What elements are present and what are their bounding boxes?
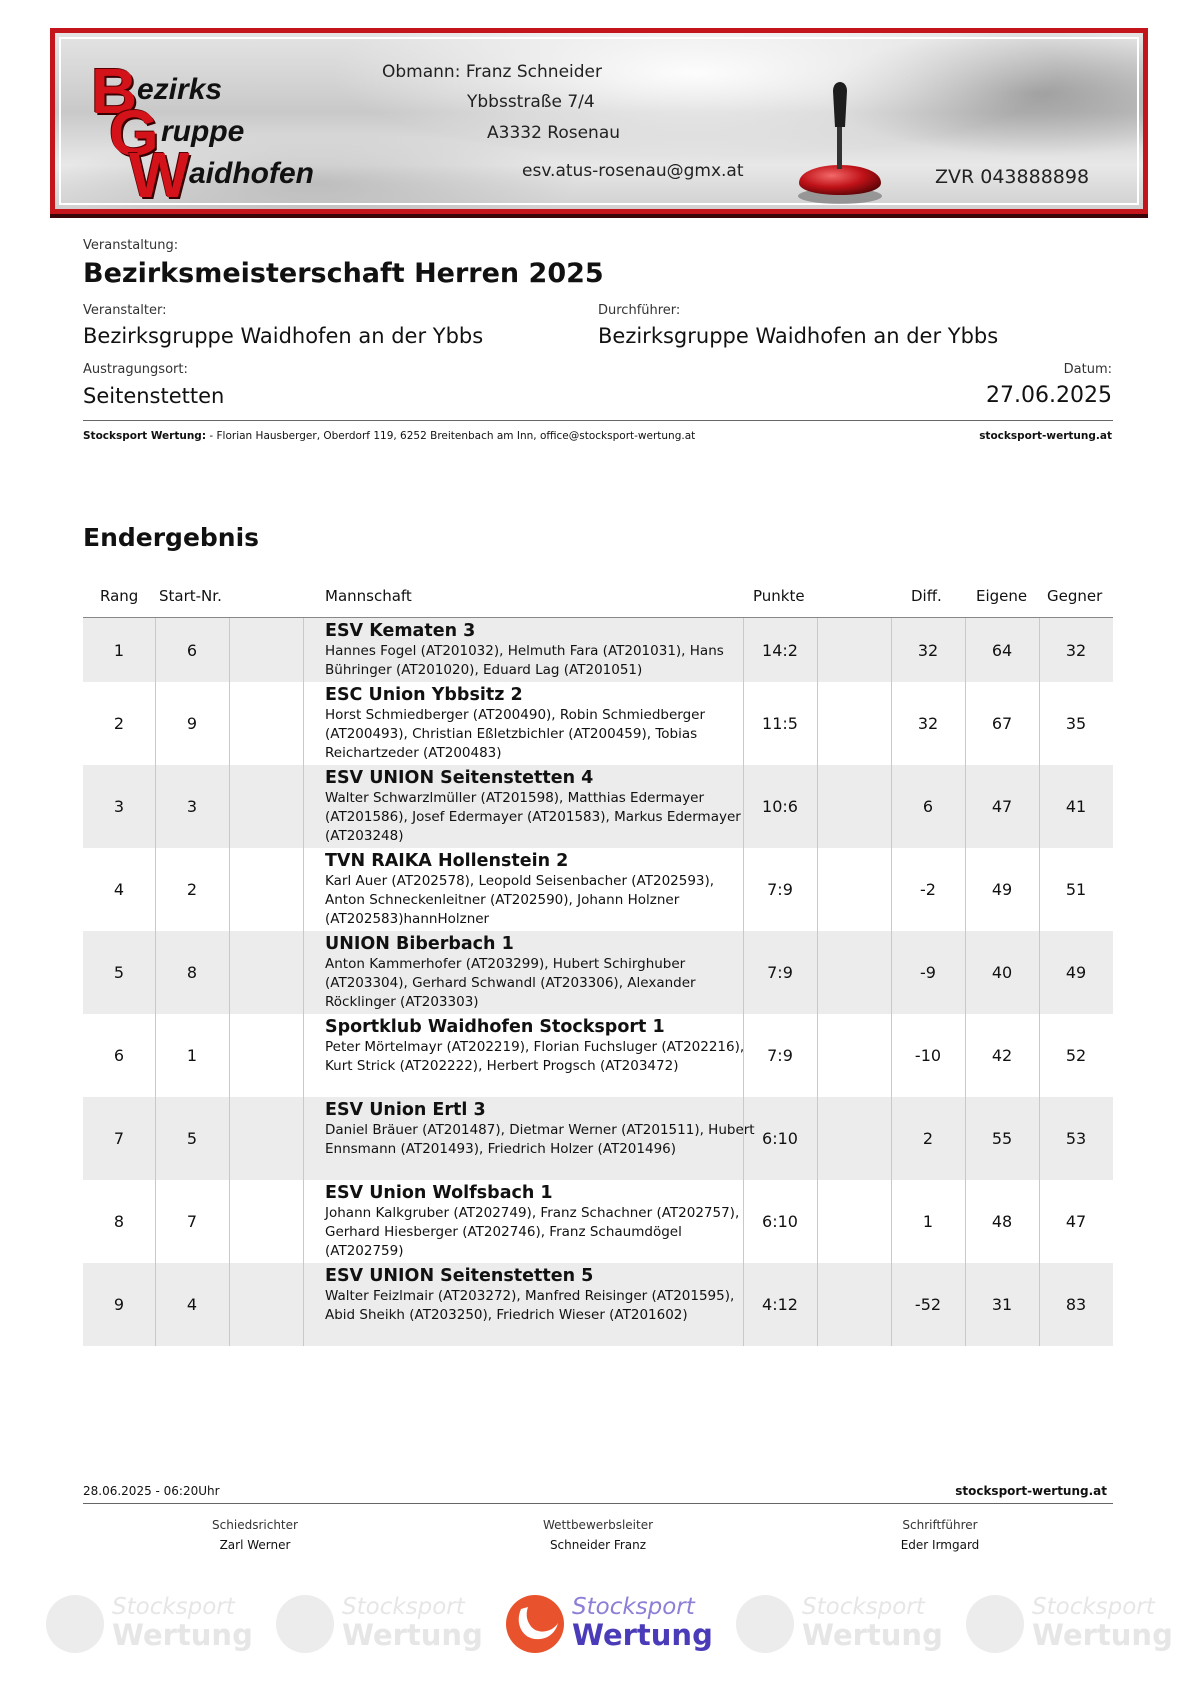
cell-rang: 6 [113,1046,125,1065]
team-cell [325,684,755,763]
cell-diff: -9 [920,963,936,982]
datum-label: Datum: [1063,362,1112,377]
logo-letter-g: G [109,97,159,169]
cell-gegner: 49 [1065,963,1087,982]
column-divider [817,1014,818,1097]
provider-label: Stocksport Wertung: [83,430,207,442]
cell-punkte: 6:10 [762,1129,798,1148]
team-members: Johann Kalkgruber (AT202749), Franz Schachner (AT202757), Gerhard Hiesberger (AT202746), Franz Schaumdögel (AT202759) [325,1205,740,1259]
table-row [83,931,1113,1014]
logo-word-gruppe: ruppe [161,115,245,148]
table-row [83,1014,1113,1097]
footer-divider [83,1503,1113,1504]
cell-start: 9 [186,714,198,733]
curling-stone-image [795,71,885,211]
cell-eigene: 47 [991,797,1013,816]
watermark-logo [46,1592,253,1654]
bgw-logo [89,55,349,211]
column-divider [303,931,304,1014]
cell-punkte: 4:12 [762,1295,798,1314]
cell-punkte: 7:9 [767,1046,793,1065]
cell-gegner: 32 [1065,640,1087,660]
cell-eigene: 64 [991,640,1013,660]
team-name: UNION Biberbach 1 [325,934,514,954]
column-divider [303,1097,304,1180]
cell-eigene: 48 [991,1212,1013,1231]
logo-word-bezirks: ezirks [137,73,223,106]
col-header-eigene: Eigene [976,587,1028,605]
column-divider [303,1180,304,1263]
column-divider [229,1263,230,1346]
cell-diff: -10 [914,1046,942,1065]
cell-eigene: 67 [991,714,1013,733]
column-divider [303,1014,304,1097]
banner-city: A3332 Rosenau [487,123,621,143]
column-divider [817,765,818,848]
watermark-line2: Wertung [802,1618,943,1652]
column-divider [817,931,818,1014]
cell-diff: 2 [922,1129,934,1148]
logo-line2: Wertung [572,1618,713,1652]
cell-punkte: 7:9 [767,880,793,899]
cell-diff: 32 [917,714,939,733]
column-divider [817,848,818,931]
team-name: Sportklub Waidhofen Stocksport 1 [325,1017,665,1037]
provider-info [83,430,695,442]
watermark-swoosh-icon [736,1595,794,1653]
cell-gegner: 35 [1065,714,1087,733]
cell-diff: -52 [914,1295,942,1314]
column-divider [229,1097,230,1180]
team-cell [325,1265,755,1325]
column-divider [303,848,304,931]
cell-rang: 7 [113,1129,125,1148]
table-row [83,682,1113,765]
column-divider [817,618,818,682]
banner-street: Ybbsstraße 7/4 [467,92,595,112]
cell-start: 8 [186,963,198,982]
cell-gegner: 41 [1065,797,1087,816]
team-members: Horst Schmiedberger (AT200490), Robin Schmiedberger (AT200493), Christian Eßletzbichler (AT200459), Tobias Reichartzeder (AT200483) [325,707,706,761]
cell-rang: 1 [113,640,125,660]
cell-rang: 8 [113,1212,125,1231]
print-timestamp: 28.06.2025 - 06:20Uhr [83,1484,220,1498]
results-table [83,617,1113,1346]
schriftfuehrer-label: Schriftführer [902,1518,978,1532]
col-header-diff: Diff. [911,587,942,605]
banner-email: esv.atus-rosenau@gmx.at [522,161,744,181]
header-divider [83,420,1113,421]
stocksport-wertung-logo [506,1592,713,1654]
team-members: Daniel Bräuer (AT201487), Dietmar Werner (AT201511), Hubert Ennsmann (AT201493), Friedrich Holzer (AT201496) [325,1122,755,1157]
watermark-line1: Stocksport [1032,1594,1155,1620]
watermark-swoosh-icon [966,1595,1024,1653]
team-members: Anton Kammerhofer (AT203299), Hubert Schirghuber (AT203304), Gerhard Schwandl (AT203306), Alexander Röcklinger (AT203303) [325,956,696,1010]
datum-value: 27.06.2025 [986,383,1112,408]
schiedsrichter-label: Schiedsrichter [212,1518,298,1532]
column-divider [817,1180,818,1263]
banner-obmann: Obmann: Franz Schneider [382,62,602,82]
column-divider [817,682,818,765]
column-divider [229,682,230,765]
veranstalter-value: Bezirksgruppe Waidhofen an der Ybbs [83,324,484,348]
watermark-line1: Stocksport [802,1594,925,1620]
cell-punkte: 10:6 [762,797,798,816]
logo-word-waidhofen: aidhofen [189,157,314,190]
cell-rang: 9 [113,1295,125,1314]
cell-gegner: 47 [1065,1212,1087,1231]
footer-site: stocksport-wertung.at [955,1484,1107,1498]
provider-site: stocksport-wertung.at [979,430,1112,442]
cell-diff: -2 [920,880,936,899]
section-title: Endergebnis [83,523,260,552]
column-divider [817,1263,818,1346]
cell-gegner: 51 [1065,880,1087,899]
team-cell [325,620,755,680]
column-divider [229,618,230,682]
cell-gegner: 83 [1065,1295,1087,1314]
team-members: Walter Schwarzlmüller (AT201598), Matthias Edermayer (AT201586), Josef Edermayer (AT201583), Markus Edermayer (AT203248) [325,790,741,844]
team-name: TVN RAIKA Hollenstein 2 [325,851,569,871]
col-header-team: Mannschaft [325,587,412,605]
banner-underline [50,214,1148,218]
team-name: ESV Union Wolfsbach 1 [325,1183,553,1203]
cell-eigene: 42 [991,1046,1013,1065]
team-cell [325,1099,755,1159]
column-divider [229,765,230,848]
col-header-rang: Rang [100,587,139,605]
logo-letter-b: B [91,55,138,127]
cell-rang: 2 [113,714,125,733]
col-header-start: Start-Nr. [159,587,222,605]
banner-zvr: ZVR 043888898 [935,166,1090,188]
cell-eigene: 31 [991,1295,1013,1314]
table-row [83,1180,1113,1263]
cell-diff: 1 [922,1212,934,1231]
provider-text: - Florian Hausberger, Oberdorf 119, 6252 Breitenbach am Inn, office@stocksport-wertung.at [209,430,696,442]
team-members: Walter Feizlmair (AT203272), Manfred Reisinger (AT201595), Abid Sheikh (AT203250), Friedrich Wieser (AT201602) [325,1288,735,1323]
veranstalter-label: Veranstalter: [83,303,167,318]
stocksport-swoosh-icon [506,1595,564,1653]
table-row [83,618,1113,682]
cell-start: 6 [186,640,198,660]
watermark-swoosh-icon [276,1595,334,1653]
table-row [83,848,1113,931]
team-name: ESV Kematen 3 [325,621,476,641]
column-divider [229,931,230,1014]
schiedsrichter-name: Zarl Werner [219,1538,291,1552]
watermark-line1: Stocksport [342,1594,465,1620]
team-name: ESC Union Ybbsitz 2 [325,685,523,705]
column-divider [817,1097,818,1180]
cell-eigene: 55 [991,1129,1013,1148]
cell-eigene: 49 [991,880,1013,899]
column-divider [229,1180,230,1263]
cell-punkte: 7:9 [767,963,793,982]
watermark-logo [276,1592,483,1654]
col-header-punkte: Punkte [753,587,805,605]
cell-start: 4 [186,1295,198,1314]
team-name: ESV UNION Seitenstetten 5 [325,1266,594,1286]
cell-start: 7 [186,1212,198,1231]
cell-start: 2 [186,880,198,899]
austragungsort-label: Austragungsort: [83,362,188,377]
column-divider [303,618,304,682]
cell-gegner: 52 [1065,1046,1087,1065]
col-header-gegner: Gegner [1047,587,1103,605]
cell-rang: 4 [113,880,125,899]
logo-letter-w: W [129,139,190,211]
column-divider [303,765,304,848]
cell-punkte: 6:10 [762,1212,798,1231]
team-members: Peter Mörtelmayr (AT202219), Florian Fuchsluger (AT202216), Kurt Strick (AT202222), Herbert Progsch (AT203472) [325,1039,745,1074]
table-row [83,765,1113,848]
table-row [83,1097,1113,1180]
cell-punkte: 14:2 [762,640,798,660]
cell-rang: 3 [113,797,125,816]
cell-diff: 32 [917,640,939,660]
watermark-logo [736,1592,943,1654]
cell-eigene: 40 [991,963,1013,982]
team-cell [325,1016,755,1076]
austragungsort-value: Seitenstetten [83,384,225,408]
watermark-line2: Wertung [1032,1618,1173,1652]
cell-gegner: 53 [1065,1129,1087,1148]
schriftfuehrer-name: Eder Irmgard [900,1538,980,1552]
durchfuehrer-value: Bezirksgruppe Waidhofen an der Ybbs [598,324,999,348]
wettbewerbsleiter-name: Schneider Franz [549,1538,647,1552]
team-members: Karl Auer (AT202578), Leopold Seisenbacher (AT202593), Anton Schneckenleitner (AT202590), Johann Holzner (AT202583)hannHolzner [325,873,715,927]
watermark-line1: Stocksport [112,1594,235,1620]
cell-start: 5 [186,1129,198,1148]
logo-line1: Stocksport [572,1594,695,1620]
team-members: Hannes Fogel (AT201032), Helmuth Fara (AT201031), Hans Bühringer (AT201020), Eduard Lag (AT201051) [325,643,724,678]
veranstaltung-label: Veranstaltung: [83,238,179,253]
event-title: Bezirksmeisterschaft Herren 2025 [83,258,604,289]
column-divider [229,1014,230,1097]
watermark-line2: Wertung [342,1618,483,1652]
watermark-swoosh-icon [46,1595,104,1653]
durchfuehrer-label: Durchführer: [598,303,681,318]
team-name: ESV UNION Seitenstetten 4 [325,768,594,788]
wettbewerbsleiter-label: Wettbewerbsleiter [542,1518,654,1532]
team-cell [325,1182,755,1261]
team-cell [325,767,755,846]
watermark-logo [966,1592,1173,1654]
cell-start: 3 [186,797,198,816]
header-banner [50,28,1148,214]
table-row [83,1263,1113,1346]
cell-rang: 5 [113,963,125,982]
cell-punkte: 11:5 [762,714,798,733]
team-cell [325,933,755,1012]
column-divider [303,1263,304,1346]
column-divider [303,682,304,765]
column-divider [229,848,230,931]
team-cell [325,850,755,929]
cell-start: 1 [186,1046,198,1065]
watermark-line2: Wertung [112,1618,253,1652]
cell-diff: 6 [922,797,934,816]
team-name: ESV Union Ertl 3 [325,1100,486,1120]
